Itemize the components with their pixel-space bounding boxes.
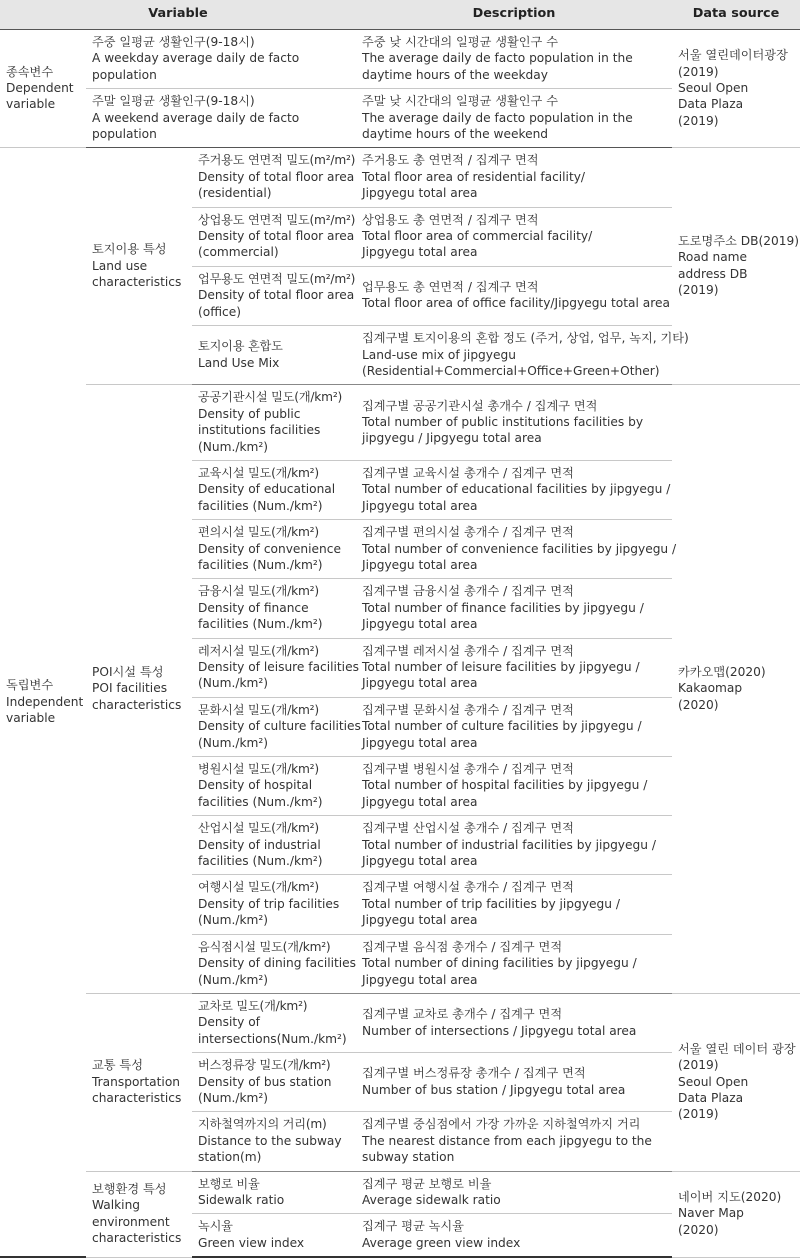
description-line: 주말 낮 시간대의 일평균 생활인구 수 <box>362 94 558 109</box>
data-source-cell <box>672 385 800 994</box>
variable-cell <box>192 460 356 519</box>
description-cell <box>356 460 672 519</box>
description-line: Jipgyegu total area <box>362 972 478 987</box>
category-label-line: 보행환경 특성 <box>92 1181 167 1196</box>
variable-line: facilities (Num./km²) <box>198 557 323 572</box>
variable-cell <box>86 30 356 89</box>
header-description: Description <box>356 0 672 30</box>
variable-line: Density of dining facilities <box>198 956 357 971</box>
description-line: 업무용도 총 연면적 / 집계구 면적 <box>362 280 539 295</box>
description-cell <box>356 326 689 385</box>
variable-line: Land Use Mix <box>198 355 280 370</box>
description-line: 집계구별 병원시설 총개수 / 집계구 면적 <box>362 762 574 777</box>
variable-cell <box>192 875 356 934</box>
variable-cell <box>192 993 356 1052</box>
variable-line: Density of total floor area <box>198 288 355 303</box>
data-source-line: 도로명주소 DB(2019) <box>678 234 800 249</box>
description-line: 집계구별 버스정류장 총개수 / 집계구 면적 <box>362 1066 586 1081</box>
description-cell <box>356 875 672 934</box>
variable-line: (Num./km²) <box>198 972 269 987</box>
variable-line: (Num./km²) <box>198 913 269 928</box>
description-line: 집계구 평균 보행로 비율 <box>362 1176 492 1191</box>
group-label-line: variable <box>6 97 56 112</box>
description-cell <box>356 579 672 638</box>
description-line: Total number of finance facilities by jipgyegu / <box>362 600 644 615</box>
variable-korean: 금융시설 밀도(개/km²) <box>198 584 319 599</box>
description-line: 집계구별 금융시설 총개수 / 집계구 면적 <box>362 584 574 599</box>
group-label-line: 독립변수 <box>6 678 54 693</box>
variable-line: Distance to the subway <box>198 1133 342 1148</box>
description-cell <box>356 1053 672 1112</box>
variable-line: facilities (Num./km²) <box>198 498 323 513</box>
data-source-cell <box>672 993 800 1171</box>
description-line: jipgyegu / Jipgyegu total area <box>362 431 542 446</box>
category-land <box>86 148 192 385</box>
description-line: Average sidewalk ratio <box>362 1192 501 1207</box>
variable-cell <box>192 1112 356 1171</box>
variable-line: Density of bus station <box>198 1074 332 1089</box>
description-line: Total number of educational facilities by jipgyegu / <box>362 482 671 497</box>
variable-line: (office) <box>198 304 241 319</box>
description-cell <box>356 30 672 89</box>
group-label-line: Dependent <box>6 81 74 96</box>
variable-line: Density of public <box>198 406 301 421</box>
data-source-line: (2019) <box>678 283 719 298</box>
description-cell <box>356 816 672 875</box>
variable-korean: 문화시설 밀도(개/km²) <box>198 702 319 717</box>
description-line: 집계구별 중심점에서 가장 가까운 지하철역까지 거리 <box>362 1117 641 1132</box>
table-row <box>0 30 800 89</box>
variable-line: Density of hospital <box>198 778 313 793</box>
variable-line: (Num./km²) <box>198 676 269 691</box>
variable-line: population <box>92 67 157 82</box>
variable-korean: 편의시설 밀도(개/km²) <box>198 525 319 540</box>
description-line: 집계구별 교육시설 총개수 / 집계구 면적 <box>362 465 574 480</box>
description-cell <box>356 89 672 148</box>
description-line: (Residential+Commercial+Office+Green+Other) <box>362 363 660 378</box>
variable-line: facilities (Num./km²) <box>198 794 323 809</box>
category-label-line: characteristics <box>92 1090 182 1105</box>
description-line: Jipgyegu total area <box>362 735 478 750</box>
description-cell <box>356 148 672 207</box>
variable-line: Density of industrial <box>198 837 321 852</box>
table-row <box>0 148 800 207</box>
description-cell <box>356 1171 672 1214</box>
description-line: Total number of culture facilities by jipgyegu / <box>362 719 642 734</box>
description-line: Total number of leisure facilities by jipgyegu / <box>362 660 640 674</box>
description-line: Jipgyegu total area <box>362 854 478 869</box>
description-line: Jipgyegu total area <box>362 186 478 201</box>
data-source-line: 카카오맵(2020) <box>678 665 766 679</box>
header-data-source: Data source <box>672 0 800 30</box>
variable-cell <box>192 934 356 993</box>
variable-line: Sidewalk ratio <box>198 1192 285 1207</box>
variable-cell <box>192 326 356 385</box>
description-cell <box>356 520 677 579</box>
variable-line: Density of educational <box>198 482 336 497</box>
variable-line: population <box>92 127 157 142</box>
variable-korean: 상업용도 연면적 밀도(m²/m²) <box>198 212 356 227</box>
group-label-line: variable <box>6 711 56 726</box>
variable-line: (residential) <box>198 186 272 201</box>
variable-cell <box>192 385 356 461</box>
variable-line: A weekend average daily de facto <box>92 110 300 125</box>
description-line: Jipgyegu total area <box>362 498 478 513</box>
group-dependent-variable <box>0 30 86 148</box>
variable-line: intersections(Num./km²) <box>198 1031 347 1046</box>
description-line: Total number of convenience facilities by jipgyegu / <box>362 541 677 556</box>
variable-korean: 녹시율 <box>198 1219 233 1234</box>
category-walking <box>86 1171 192 1257</box>
description-line: Total floor area of office facility/Jipgyegu total area <box>362 296 670 311</box>
data-source-line: (2020) <box>678 1222 719 1237</box>
variable-line: Density of culture facilities <box>198 719 361 734</box>
variable-korean: 여행시설 밀도(개/km²) <box>198 880 319 895</box>
variable-cell <box>192 520 356 579</box>
description-cell <box>356 385 672 461</box>
description-line: Total floor area of residential facility/ <box>362 169 586 184</box>
table-row <box>0 1171 800 1214</box>
category-label-line: 토지이용 특성 <box>92 242 167 257</box>
data-source-line: address DB <box>678 266 748 281</box>
category-transport <box>86 993 192 1171</box>
description-line: Average green view index <box>362 1235 521 1250</box>
description-line: subway station <box>362 1150 455 1165</box>
group-label-line: 종속변수 <box>6 64 54 79</box>
data-source-line: Naver Map <box>678 1206 744 1221</box>
description-cell <box>356 934 672 993</box>
data-source-line: (2019) <box>678 1107 719 1122</box>
description-line: Jipgyegu total area <box>362 913 478 928</box>
category-label-line: characteristics <box>92 1231 182 1246</box>
variable-line: facilities (Num./km²) <box>198 854 323 869</box>
description-line: 주거용도 총 연면적 / 집계구 면적 <box>362 153 539 168</box>
description-line: 집계구 평균 녹시율 <box>362 1219 464 1234</box>
variable-korean: 음식점시설 밀도(개/km²) <box>198 939 331 954</box>
data-source-line: Kakaomap <box>678 681 743 696</box>
description-line: Total number of dining facilities by jipgyegu / <box>362 956 637 971</box>
variable-cell <box>192 266 356 325</box>
variable-korean: 업무용도 연면적 밀도(m²/m²) <box>198 271 356 286</box>
variable-korean: 보행로 비율 <box>198 1176 260 1191</box>
description-line: 주중 낮 시간대의 일평균 생활인구 수 <box>362 35 558 49</box>
category-label-line: 교통 특성 <box>92 1058 143 1073</box>
data-source-cell <box>672 30 800 148</box>
variable-cell <box>192 757 356 816</box>
variable-line: Density of total floor area <box>198 169 355 184</box>
variable-line: Green view index <box>198 1235 305 1250</box>
category-label-line: Land use <box>92 258 148 273</box>
group-label-line: Independent <box>6 694 84 709</box>
category-label-line: Walking <box>92 1198 141 1213</box>
description-line: The nearest distance from each jipgyegu to the <box>362 1133 652 1148</box>
variable-cell <box>192 207 356 266</box>
variable-line: 주말 일평균 생활인구(9-18시) <box>92 94 255 109</box>
variable-line: Density of <box>198 1015 260 1030</box>
description-line: 집계구별 여행시설 총개수 / 집계구 면적 <box>362 880 574 895</box>
data-source-cell <box>672 1171 800 1257</box>
variable-cell <box>192 697 361 756</box>
description-line: 집계구별 레저시설 총개수 / 집계구 면적 <box>362 643 574 658</box>
variable-cell <box>192 148 356 207</box>
description-line: Number of intersections / Jipgyegu total area <box>362 1023 637 1038</box>
description-line: Total number of hospital facilities by jipgyegu / <box>362 778 648 793</box>
data-source-line: Seoul Open <box>678 1074 749 1089</box>
description-line: 집계구별 음식점 총개수 / 집계구 면적 <box>362 939 563 954</box>
variable-cell <box>192 579 356 638</box>
description-line: Total number of industrial facilities by jipgyegu / <box>362 837 656 852</box>
data-source-line: Data Plaza <box>678 97 744 112</box>
description-line: Total number of public institutions facilities by <box>362 414 644 429</box>
description-line: Total number of trip facilities by jipgyegu / <box>362 896 620 911</box>
header-row <box>0 0 800 30</box>
description-line: daytime hours of the weekday <box>362 67 548 82</box>
description-line: Jipgyegu total area <box>362 676 478 691</box>
variable-korean: 공공기관시설 밀도(개/km²) <box>198 390 343 405</box>
description-cell <box>356 993 672 1052</box>
variable-cell <box>192 638 359 697</box>
variable-line: 주중 일평균 생활인구(9-18시) <box>92 35 255 49</box>
variable-korean: 산업시설 밀도(개/km²) <box>198 821 319 836</box>
category-label-line: characteristics <box>92 697 182 712</box>
variable-line: (Num./km²) <box>198 439 269 454</box>
category-label-line: characteristics <box>92 275 182 290</box>
variable-korean: 토지이용 혼합도 <box>198 339 283 354</box>
data-source-line: 네이버 지도(2020) <box>678 1190 782 1205</box>
description-line: Jipgyegu total area <box>362 794 478 809</box>
variable-line: (Num./km²) <box>198 1090 269 1105</box>
description-line: The average daily de facto population in the <box>362 110 633 125</box>
table-row <box>0 993 800 1052</box>
data-source-line: (2020) <box>678 697 719 712</box>
description-cell <box>356 266 672 325</box>
variable-line: Density of convenience <box>198 541 341 556</box>
data-source-line: Seoul Open <box>678 81 749 96</box>
description-cell <box>356 207 672 266</box>
description-line: Jipgyegu total area <box>362 245 478 260</box>
description-line: daytime hours of the weekend <box>362 127 549 142</box>
description-cell <box>356 1112 672 1171</box>
description-line: Number of bus station / Jipgyegu total area <box>362 1082 626 1097</box>
data-source-line: 서울 열린 데이터 광장 <box>678 1041 796 1056</box>
description-line: Jipgyegu total area <box>362 617 478 632</box>
description-line: 집계구별 교차로 총개수 / 집계구 면적 <box>362 1007 563 1022</box>
variable-cell <box>192 1053 356 1112</box>
category-label-line: POI facilities <box>92 681 168 696</box>
data-source-line: (2019) <box>678 64 719 79</box>
variable-korean: 레저시설 밀도(개/km²) <box>198 643 319 658</box>
variable-line: Density of finance <box>198 600 309 615</box>
description-line: 집계구별 문화시설 총개수 / 집계구 면적 <box>362 702 574 717</box>
variable-line: facilities (Num./km²) <box>198 617 323 632</box>
category-poi <box>86 385 192 994</box>
data-source-line: (2019) <box>678 1058 719 1073</box>
description-cell <box>356 757 672 816</box>
category-label-line: environment <box>92 1214 170 1229</box>
description-line: 집계구별 편의시설 총개수 / 집계구 면적 <box>362 525 574 540</box>
description-cell <box>356 638 672 697</box>
variable-line: A weekday average daily de facto <box>92 51 300 66</box>
variable-korean: 주거용도 연면적 밀도(m²/m²) <box>198 153 356 168</box>
variable-line: (Num./km²) <box>198 735 269 750</box>
header-variable: Variable <box>0 0 356 30</box>
variable-line: (commercial) <box>198 245 279 260</box>
variable-line: station(m) <box>198 1150 262 1165</box>
group-independent-variable <box>0 148 86 1257</box>
variable-cell <box>192 816 356 875</box>
variable-line: Density of total floor area <box>198 229 355 244</box>
variable-korean: 교차로 밀도(개/km²) <box>198 998 308 1013</box>
variable-cell <box>192 1171 356 1214</box>
data-source-line: Data Plaza <box>678 1090 744 1105</box>
variable-korean: 병원시설 밀도(개/km²) <box>198 762 319 777</box>
description-cell <box>356 697 672 756</box>
description-line: 집계구별 산업시설 총개수 / 집계구 면적 <box>362 821 574 836</box>
description-line: Total floor area of commercial facility/ <box>362 229 593 244</box>
data-source-cell <box>672 148 800 385</box>
variable-line: Density of trip facilities <box>198 896 340 911</box>
category-label-line: POI시설 특성 <box>92 665 164 679</box>
variable-line: institutions facilities <box>198 423 321 438</box>
description-line: Land-use mix of jipgyegu <box>362 347 516 362</box>
variable-cell <box>86 89 356 148</box>
description-line: The average daily de facto population in the <box>362 51 633 66</box>
variable-line: Density of leisure facilities <box>198 660 359 674</box>
description-line: 상업용도 총 연면적 / 집계구 면적 <box>362 212 539 227</box>
description-line: Jipgyegu total area <box>362 557 478 572</box>
variable-korean: 버스정류장 밀도(개/km²) <box>198 1058 331 1073</box>
data-source-line: (2019) <box>678 113 719 128</box>
data-source-line: Road name <box>678 250 748 265</box>
table-row <box>0 385 800 461</box>
variable-korean: 지하철역까지의 거리(m) <box>198 1117 327 1132</box>
description-line: 집계구별 공공기관시설 총개수 / 집계구 면적 <box>362 398 598 413</box>
description-line: 집계구별 토지이용의 혼합 정도 (주거, 상업, 업무, 녹지, 기타) <box>362 331 689 346</box>
variable-korean: 교육시설 밀도(개/km²) <box>198 465 319 480</box>
data-source-line: 서울 열린데이터광장 <box>678 48 788 63</box>
category-label-line: Transportation <box>92 1074 181 1089</box>
